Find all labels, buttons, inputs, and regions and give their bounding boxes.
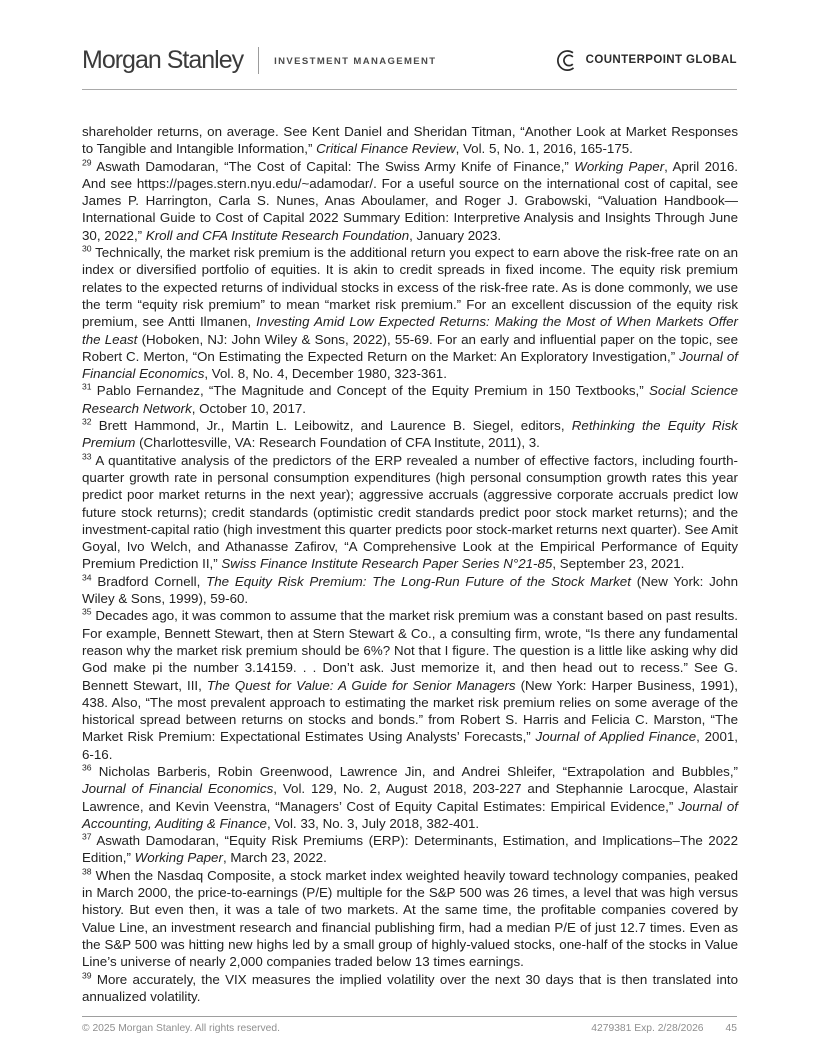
footnote-number: 30 bbox=[82, 243, 92, 254]
footnote-paragraph bbox=[82, 573, 738, 608]
footnote-text: More accurately, the VIX measures the implied volatility over the next 30 days that is then translated into annualized volatility. bbox=[82, 971, 738, 1004]
footnote-text-italic: Critical Finance Review bbox=[316, 141, 456, 157]
footnote-paragraph bbox=[82, 867, 738, 971]
footnote-text: , Vol. 8, No. 4, December 1980, 323-361. bbox=[204, 366, 447, 382]
footnote-text: , Vol. 5, No. 1, 2016, 165-175. bbox=[455, 141, 633, 157]
footnote-text: Technically, the market risk premium is the additional return you expect to earn above the risk-free rate on an index or diversified portfolio of equities. It is akin to credit spreads in fixed income. The equity risk premium relates to the expected returns of individual stocks in excess of the risk-free rate. As is done commonly, we use the term “equity risk premium” to mean “market risk premium.” For an excellent discussion of the equity risk premium, see Antti Ilmanen, bbox=[82, 245, 738, 330]
footnote-number: 29 bbox=[82, 157, 92, 168]
footnote-text: , March 23, 2022. bbox=[222, 850, 327, 866]
counterpoint-global-brand bbox=[556, 49, 737, 72]
division-label: INVESTMENT MANAGEMENT bbox=[274, 55, 437, 67]
footnote-text: (New York: John Wiley & Sons, 1999), 59-60. bbox=[82, 573, 739, 607]
brand-divider bbox=[258, 47, 259, 74]
footnote-text-italic: Working Paper bbox=[574, 158, 665, 174]
footnote-text-italic: The Equity Risk Premium: The Long-Run Future of the Stock Market bbox=[206, 573, 631, 589]
footnotes-list bbox=[82, 123, 738, 1005]
page-header bbox=[82, 42, 737, 78]
footer-rule bbox=[82, 1016, 737, 1017]
header-rule bbox=[82, 89, 737, 90]
footnote-text: , Vol. 129, No. 2, August 2018, 203-227 and Stephannie Larocque, Alastair Lawrence, and Kevin Veenstra, “Managers’ Cost of Equity Capital Estimates: Empirical Evidence,” bbox=[82, 781, 738, 814]
footnote-text: (Hoboken, NJ: John Wiley & Sons, 2022), 55-69. For an early and influential paper on the topic, see Robert C. Merton, “On Estimating the Expected Return on the Market: An Exploratory Investigation,” bbox=[82, 331, 738, 364]
footnote-text: , April 2016. And see https://pages.stern.nyu.edu/~adamodar/. For a useful source on the international cost of capital, see James P. Harrington, Carla S. Nunes, Anas Aboulamer, and Roger J. Grabowski, “Valuation Handbook—International Guide to Cost of Capital 2022 Summary Edition: Interpretive Analysis and Insights Through June 30, 2022,” bbox=[82, 158, 738, 243]
footnote-text: , Vol. 33, No. 3, July 2018, 382-401. bbox=[266, 815, 480, 831]
footnote-paragraph bbox=[82, 452, 738, 573]
footnote-text-italic: Working Paper bbox=[134, 850, 223, 866]
footnote-text-italic: Journal of Applied Finance bbox=[535, 729, 697, 745]
footnote-number: 32 bbox=[82, 416, 92, 427]
footnote-paragraph bbox=[82, 763, 738, 832]
footnote-text: Decades ago, it was common to assume that the market risk premium was a constant based on past results. For example, Bennett Stewart, then at Stern Stewart & Co., a consulting firm, wrote, “Is there any fundamental reason why the market risk premium should be 6%? Not that I figure. The question is a little like asking why did God make pi the number 3.14159. . . Don’t ask. Just memorize it, and then head out to recess.” See G. Bennett Stewart, III, bbox=[82, 608, 738, 693]
page-number: 45 bbox=[725, 1023, 737, 1034]
counterpoint-global-label: COUNTERPOINT GLOBAL bbox=[585, 54, 737, 66]
footnote-paragraph bbox=[82, 244, 738, 382]
footnote-number: 35 bbox=[82, 606, 92, 617]
copyright-text: © 2025 Morgan Stanley. All rights reserved. bbox=[82, 1023, 280, 1034]
footnote-paragraph bbox=[82, 832, 738, 867]
footnote-text-italic: Journal of Financial Economics bbox=[82, 348, 738, 382]
page-footer bbox=[82, 1023, 737, 1034]
footnote-text: When the Nasdaq Composite, a stock market index weighted heavily toward technology companies, peaked in March 2000, the price-to-earnings (P/E) multiple for the S&P 500 was 26 times, a level that was high versus history. But even then, it was a tale of two markets. At the same time, the profitable companies covered by Value Line, an investment research and financial publishing firm, had a median P/E of just 12.7 times. Even as the S&P 500 was hitting new highs led by a small group of highly-valued stocks, one-half of the stocks in Value Line’s universe of nearly 2,000 companies traded below 13 times earnings. bbox=[82, 867, 738, 970]
footnote-number: 34 bbox=[82, 572, 92, 583]
footnote-paragraph bbox=[82, 158, 738, 244]
footnote-number: 33 bbox=[82, 451, 92, 462]
footnote-text: , October 10, 2017. bbox=[191, 400, 307, 416]
morgan-stanley-brand bbox=[82, 46, 437, 75]
footnote-paragraph bbox=[82, 417, 738, 452]
footnote-text: , January 2023. bbox=[409, 227, 502, 243]
footer-right bbox=[591, 1023, 737, 1034]
footnote-number: 39 bbox=[82, 970, 92, 981]
footnote-text: Brett Hammond, Jr., Martin L. Leibowitz, and Laurence B. Siegel, editors, bbox=[91, 418, 572, 434]
counterpoint-global-icon bbox=[556, 49, 579, 72]
footnote-text: Aswath Damodaran, “Equity Risk Premiums (ERP): Determinants, Estimation, and Implications–The 2022 Edition,” bbox=[82, 833, 738, 866]
footnote-text-italic: Rethinking the Equity Risk Premium bbox=[82, 418, 738, 451]
footnote-text: (New York: Harper Business, 1991), 438. Also, “The most prevalent approach to estimating the market risk premium relies on some average of the historical spread between returns on stocks and bonds.” from Robert S. Harris and Felicia C. Marston, “The Market Risk Premium: Expectational Estimates Using Analysts’ Forecasts,” bbox=[82, 677, 738, 745]
footnote-paragraph bbox=[82, 971, 738, 1006]
footnote-number: 38 bbox=[82, 866, 92, 877]
footnote-text-italic: Kroll and CFA Institute Research Foundation bbox=[145, 227, 410, 243]
footnote-text: , September 23, 2021. bbox=[552, 556, 685, 572]
footnote-number: 37 bbox=[82, 831, 92, 842]
footnote-text: (Charlottesville, VA: Research Foundation of CFA Institute, 2011), 3. bbox=[135, 435, 540, 451]
footnote-paragraph bbox=[82, 607, 738, 763]
footnote-text: shareholder returns, on average. See Kent Daniel and Sheridan Titman, “Another Look at Market Responses to Tangible and Intangible Information,” bbox=[82, 124, 738, 157]
footnote-text-italic: Journal of Accounting, Auditing & Finance bbox=[82, 798, 738, 831]
footnote-text: Pablo Fernandez, “The Magnitude and Concept of the Equity Premium in 150 Textbooks,” bbox=[91, 383, 649, 399]
footnote-text: Nicholas Barberis, Robin Greenwood, Lawrence Jin, and Andrei Shleifer, “Extrapolation and Bubbles,” bbox=[91, 763, 738, 779]
footnote-text-italic: The Quest for Value: A Guide for Senior Managers bbox=[206, 677, 516, 693]
footnote-text-italic: Investing Amid Low Expected Returns: Making the Most of When Markets Offer the Least bbox=[82, 314, 738, 347]
morgan-stanley-logo: Morgan Stanley bbox=[82, 45, 244, 74]
footnote-number: 36 bbox=[82, 762, 92, 773]
footnote-text-italic: Swiss Finance Institute Research Paper Series N°21-85 bbox=[221, 556, 553, 572]
footnote-paragraph bbox=[82, 123, 738, 158]
footnote-paragraph bbox=[82, 382, 738, 417]
footnote-text: Bradford Cornell, bbox=[91, 573, 207, 589]
footnote-text-italic: Social Science Research Network bbox=[82, 383, 739, 416]
footnote-text: , 2001, 6-16. bbox=[82, 729, 739, 762]
footnote-text-italic: Journal of Financial Economics bbox=[82, 781, 274, 797]
document-id: 4279381 Exp. 2/28/2026 bbox=[591, 1023, 704, 1034]
footnote-text: Aswath Damodaran, “The Cost of Capital: The Swiss Army Knife of Finance,” bbox=[91, 158, 575, 174]
footnote-number: 31 bbox=[82, 382, 92, 393]
footnote-text: A quantitative analysis of the predictors of the ERP revealed a number of effective factors, including fourth-quarter growth rate in personal consumption expenditures (high personal consumption growth rates this year predict poor market returns in the next year); aggressive accruals (aggressive corporate accruals predict low future stock returns); credit standards (optimistic credit standards predict poor stock market returns); and the investment-capital ratio (high investment this quarter predicts poor stock-market returns next quarter). See Amit Goyal, Ivo Welch, and Athanasse Zafirov, “A Comprehensive Look at the Empirical Performance of Equity Premium Prediction II,” bbox=[82, 452, 738, 572]
